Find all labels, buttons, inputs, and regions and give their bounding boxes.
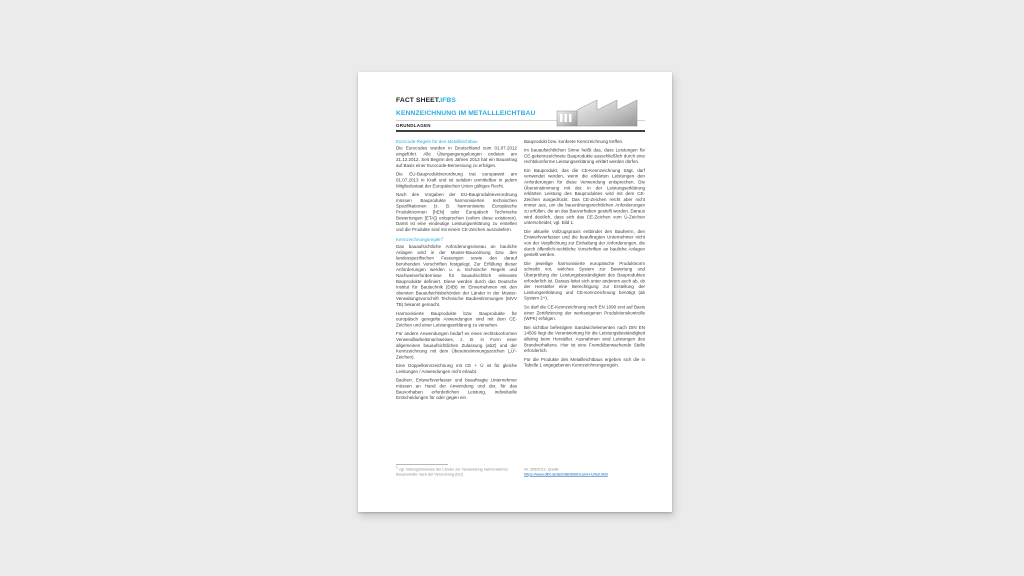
brand-blue: IFBS [440, 96, 457, 104]
section-heading [396, 237, 517, 243]
header-divider [396, 130, 645, 132]
paragraph: Ein Bauprodukt, das die CE-Kennzeichnung trägt, darf verwendet werden, wenn die erklärten Leistungen den Anforderungen für diese Verwendung entsprechen. Die Übereinstimmung mit der, in der Leistungserklärung erklärten Leistung des Bauproduktes wird mit dem CE-Zeichen ausgedrückt. Das CE-Zeichen reicht aber nicht immer aus, um die bauordnungsrechtlichen Anforderungen zu erfüllen, die an das Bauvorhaben gestellt werden. Daraus wird deutlich, dass sich das CE-Zeichen vom Ü-Zeichen unterscheidet, vgl. Bild 1. [524, 167, 645, 226]
factory-icon [554, 96, 643, 128]
footnote-divider [396, 464, 448, 465]
right-column [524, 139, 645, 477]
paragraph: Bauherr, Entwurfsverfasser und beauftragte Unternehmer müssen an Hand der Anwendung und der, für das Bauvorhaben erforderlichen Leistung, individuelle Entscheidungen für oder gegen ein [396, 377, 517, 401]
paragraph: Für andere Anwendungen bedarf es eines rechtskonformen Verwendbarkeitsnachweises, z. B. in Form einer allgemeinen bauaufsichtlichen Zulassung (abZ) und der Kennzeichnung mit dem Übereinstimmungszeichen („Ü“-Zeichen). [396, 331, 517, 360]
section-heading-text: Kennzeichnungsregeln [396, 237, 442, 243]
source-label: Nr. 305/2011, Quelle: [524, 466, 560, 472]
body-columns [396, 139, 645, 477]
paragraph: Harmonisierte Bauprodukte bzw. Bauprodukte für europäisch geregelte Anwendungen sind mit dem CE-Zeichen und einer Leistungserklärung zu versehen. [396, 310, 517, 328]
paragraph: So darf die CE-Kennzeichnung nach EN 1090 erst auf Basis einer Zertifizierung der werkseigenen Produktionskontrolle (WPK) erfolgen. [524, 304, 645, 322]
paragraph: Bauprodukt bzw. konkrete Kennzeichnung treffen. [524, 138, 624, 144]
footnote [396, 464, 517, 476]
brand-black: FACT SHEET. [396, 96, 441, 104]
footnote-text: vgl. Vollzugshinweise der Länder zur Verwendung harmonisierter Bauprodukte nach der Verordnung (EU) [396, 466, 508, 477]
paragraph: Eine Doppelkennzeichnung mit CE + Ü ist für gleiche Leistungen / Anwendungen nicht erlaubt. [396, 363, 517, 374]
paragraph: Für die Produkte des Metallleichtbaus ergeben sich die in Tabelle 1 angegebenen Kennzeichnungsregeln. [524, 356, 645, 368]
paragraph: Die EU-Bauproduktverordnung trat europaweit am 01.07.2013 in Kraft und ist seitdem unmittelbar in jedem Mitgliedsstaat der Europäischen Union gültiges Recht. [396, 171, 517, 189]
footnote-reference: 1 [441, 236, 444, 241]
document-page [358, 72, 672, 512]
document-header [396, 96, 645, 132]
paragraph: Bei sichtbar befestigten Sandwichelementen nach DIN EN 14509 liegt die Verantwortung für die Leistungsbeständigkeit alleinig beim Hersteller. Ausnahmen sind Leistungen des Brandverhaltens. Hier ist eine Fremdüberwachende Stelle erforderlich. [524, 324, 645, 354]
page-title: KENNZEICHNUNG IM METALLLEICHTBAU [396, 109, 536, 117]
paragraph: Die aktuelle Vollzugspraxis entbindet den Bauherrn, den Entwurfsverfasser und die beauftragten Unternehmer nicht von der Verpflichtung zur Einhaltung der Anforderungen, die durch öffentlich-rechtliche Vorschriften an bauliche Anlagen gestellt werden. [524, 228, 645, 258]
paragraph: Das bauaufsichtliche Anforderungsniveau an bauliche Anlagen wird in der Muster-Bauordnung bzw. den landesspezifischen Fassungen sowie den darauf beruhenden Vorschriften festgelegt. Zur Erfüllung dieser Anforderungen werden u. a. technische Regeln und Nachweiserfordernisse für bauaufsichtlich relevante Bauprodukte definiert. Diese werden durch das Deutsche Institut für Bautechnik (DIBt) im Einvernehmen mit den obersten Bauaufsichtsbehörden der Länder in der Muster-Verwaltungsvorschrift Technische Baubestimmungen (MVV TB) bekannt gemacht. [396, 244, 517, 307]
paragraph: Nach den Vorgaben der EU-Bauprodukteverordnung müssen Bauprodukte harmonisierten technischen Spezifikationen (z. B. harmonisierte Europäische Produktnormen [hEN] oder Europäisch Technische Bewertungen [ETA]) entsprechen (sofern diese existieren). Damit ist eine eindeutige Leistungserklärung zu erstellen und die Produkte sind mit einem CE-Zeichen auszuliefern. [396, 192, 517, 232]
section-label: GRUNDLAGEN [396, 123, 431, 128]
paragraph: Im bauaufsichtlichen Sinne heißt das, dass Leistungen für CE-gekennzeichnete Bauprodukte ausschließlich durch eine rechtskonforme Leistungserklärung erklärt werden dürfen. [524, 147, 645, 165]
source-link[interactable]: https://www.dibt.de/de/DIBt/DIBt-EuGH-Urteil.html [524, 471, 608, 477]
paragraph: Die Eurocodes wurden in Deutschland zum 01.07.2012 eingeführt. Alle Übergangsregelungen endeten am 31.12.2012. Seit Beginn des Jahres 2013 hat ein Bauantrag auf Basis einer Eurocode-Bemessung zu erfolgen. [396, 145, 517, 168]
left-column [396, 139, 517, 477]
paragraph: Die jeweilige harmonisierte europäische Produktnorm schreibt vor, welches System zur Bewertung und Überprüfung der Leistungsbeständigkeit des Bauproduktes erforderlich ist. Daraus leitet sich unter anderem auch ab, ob der Hersteller eine Berechtigung zur Erstellung der Leistungserklärung und CE-Kennzeichnung benötigt (ab System 2+). [524, 260, 645, 301]
footnote-marker: 1 [396, 466, 398, 470]
source-note [524, 467, 645, 477]
section-heading: Eurocode-Regeln für den Metallleichtbau [396, 138, 478, 144]
